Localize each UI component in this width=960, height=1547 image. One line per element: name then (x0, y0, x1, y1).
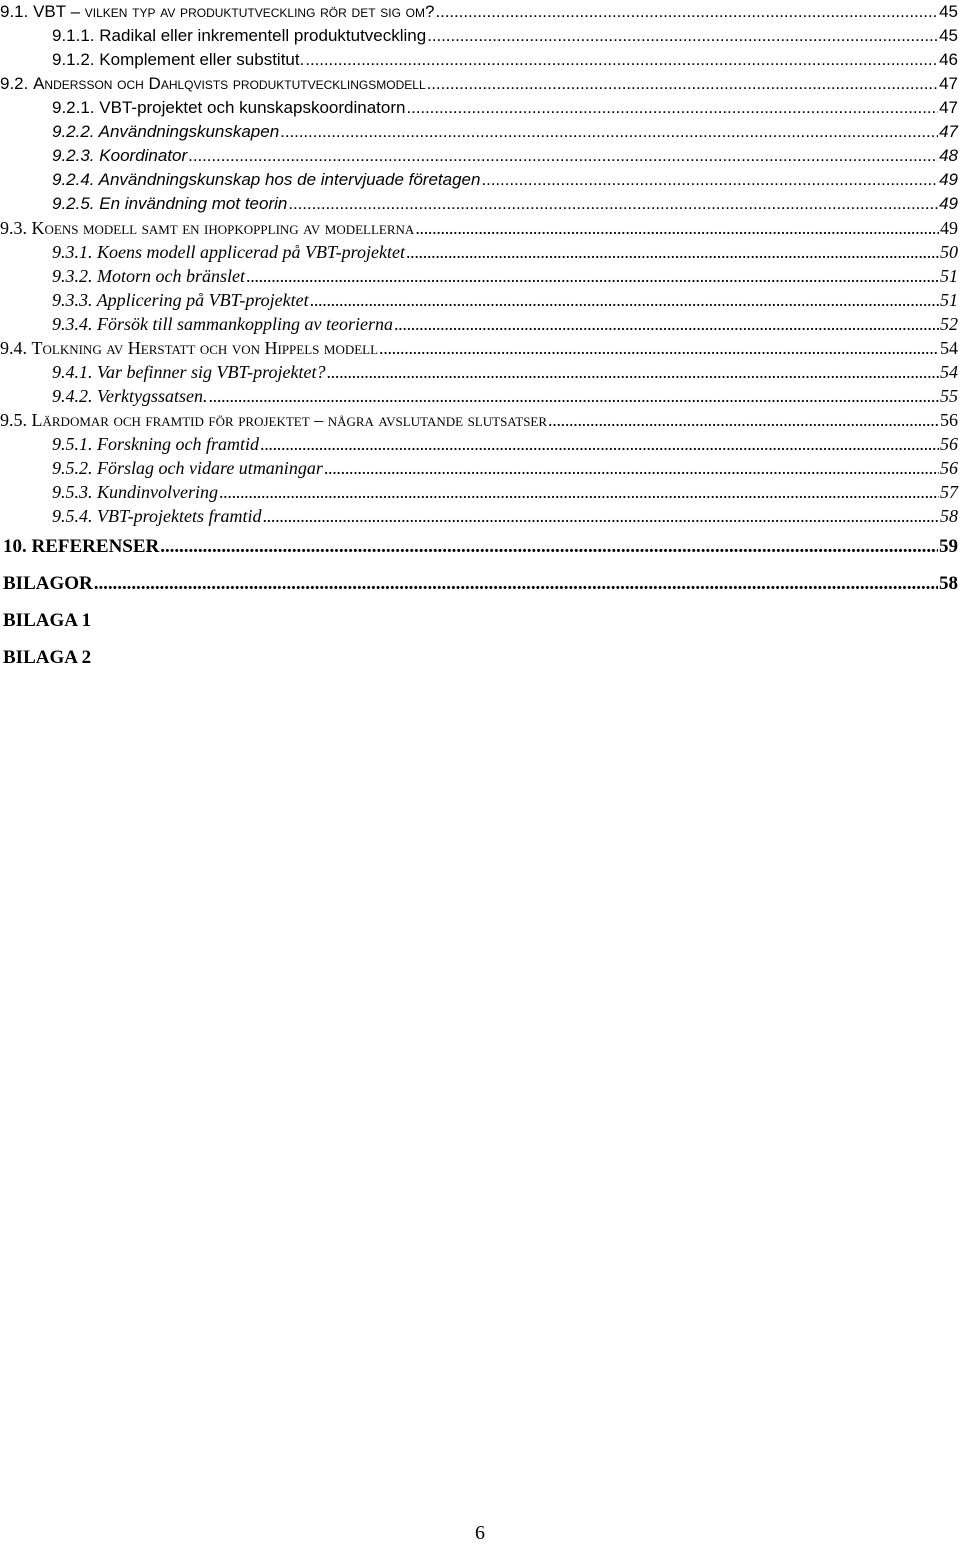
toc-entry-page: 56 (940, 458, 958, 478)
toc-entry-text (52, 456, 323, 480)
toc-entry-number: 9.5.2. (52, 458, 93, 478)
toc-entry[interactable] (0, 480, 960, 504)
toc-entry[interactable] (0, 240, 960, 264)
dot-leader (406, 96, 938, 120)
toc-entry-page: 52 (940, 314, 958, 334)
dot-leader (288, 192, 938, 216)
toc-entry-title: Motorn och bränslet (97, 266, 245, 286)
toc-entry-title: Koens modell samt en ihopkoppling av modellerna (31, 218, 415, 238)
toc-entry-text (52, 192, 287, 216)
toc-entry-number: 9.1.2. (52, 50, 95, 69)
toc-entry-page: 49 (939, 194, 958, 213)
toc-entry-title: BILAGOR (3, 573, 93, 594)
toc-entry-page: 58 (940, 506, 958, 526)
appendix-heading: BILAGA 1 (3, 610, 92, 631)
toc-entry-page: 56 (940, 410, 958, 430)
toc-entry[interactable] (0, 288, 960, 312)
toc-entry-page: 56 (940, 434, 958, 454)
dot-leader (188, 144, 938, 168)
toc-entry-title: Lärdomar och framtid för projektet – några avslutande slutsatser (31, 410, 548, 430)
dot-leader (427, 24, 938, 48)
toc-entry-number: 9.3.2. (52, 266, 93, 286)
toc-entry[interactable] (0, 144, 960, 168)
toc-entry-page: 47 (939, 74, 958, 93)
toc-entry-number: 9.5. (0, 410, 27, 430)
dot-leader (94, 565, 938, 602)
toc-entry-text (52, 168, 480, 192)
toc-entry[interactable] (0, 96, 960, 120)
toc-entry-text (0, 408, 547, 432)
toc-entry-number: 9.5.3. (52, 482, 93, 502)
toc-entry-title: Var befinner sig VBT-projektet? (97, 362, 326, 382)
toc-entry-title: Tolkning av Herstatt och von Hippels modell (31, 338, 379, 358)
toc-entry[interactable] (0, 72, 960, 96)
toc-entry-title: Radikal eller inkrementell produktutveckling (99, 26, 427, 45)
toc-entry-page: 45 (939, 2, 958, 21)
toc-entry-page: 50 (940, 242, 958, 262)
toc-entry-title: Kundinvolvering (97, 482, 218, 502)
toc-entry-text (52, 24, 426, 48)
toc-entry-text (0, 336, 378, 360)
dot-leader (415, 216, 939, 240)
dot-leader (481, 168, 938, 192)
toc-entry-text (0, 0, 434, 24)
toc-entry-number: 9.2. (0, 74, 29, 93)
toc-entry-text (52, 312, 393, 336)
dot-leader (406, 240, 939, 264)
toc-entry-title: Komplement eller substitut. (99, 50, 305, 69)
dot-leader (262, 504, 939, 528)
toc-entry-text (52, 240, 405, 264)
toc-entry-page: 59 (939, 536, 958, 557)
toc-entry-text (52, 504, 261, 528)
dot-leader (324, 456, 939, 480)
toc-entry-number: 9.3.4. (52, 314, 93, 334)
toc-entry-number: 9.2.3. (52, 146, 95, 165)
toc-entry[interactable] (0, 360, 960, 384)
toc-entry-page: 51 (940, 266, 958, 286)
toc-entry-number: 9.3. (0, 218, 27, 238)
toc-entry-number: 9.4.1. (52, 362, 93, 382)
toc-entry-title: Koens modell applicerad på VBT-projektet (97, 242, 405, 262)
toc-entry-title: VBT – vilken typ av produktutveckling rör det sig om? (33, 2, 435, 21)
toc-entry-page: 55 (940, 386, 958, 406)
toc-entry-text (52, 288, 309, 312)
toc-entry-title: Försök till sammankoppling av teorierna (97, 314, 393, 334)
toc-entry-page: 47 (939, 122, 958, 141)
dot-leader (246, 264, 939, 288)
dot-leader (208, 384, 939, 408)
toc-entry-text (0, 72, 426, 96)
toc-entry[interactable] (0, 504, 960, 528)
toc-entry-page: 49 (940, 218, 958, 238)
dot-leader (394, 312, 939, 336)
dot-leader (326, 360, 939, 384)
toc-entry[interactable] (0, 456, 960, 480)
dot-leader (435, 0, 938, 24)
toc-entry-page: 54 (940, 362, 958, 382)
toc-entry-title: Verktygssatsen. (97, 386, 208, 406)
toc-entry[interactable] (0, 384, 960, 408)
dot-leader (427, 72, 938, 96)
toc-entry[interactable] (0, 48, 960, 72)
toc-entry-number: 9.4. (0, 338, 27, 358)
toc-entry-text (52, 48, 304, 72)
dot-leader (280, 120, 938, 144)
toc-entry-text (52, 144, 187, 168)
table-of-contents (0, 0, 960, 676)
toc-entry-page: 45 (939, 26, 958, 45)
dot-leader (379, 336, 939, 360)
toc-entry-number: 9.4.2. (52, 386, 93, 406)
dot-leader (219, 480, 939, 504)
toc-entry-number: 9.1. (0, 2, 29, 21)
dot-leader (305, 48, 938, 72)
toc-entry-title: REFERENSER (31, 536, 160, 557)
toc-entry-text (52, 264, 245, 288)
toc-entry[interactable] (0, 264, 960, 288)
toc-entry-text (52, 384, 207, 408)
toc-entry-number: 9.1.1. (52, 26, 95, 45)
toc-entry-number: 9.2.2. (52, 122, 95, 141)
toc-entry[interactable] (0, 192, 960, 216)
toc-entry-title: En invändning mot teorin (99, 194, 288, 213)
toc-entry-number: 9.2.1. (52, 98, 95, 117)
dot-leader (160, 528, 938, 565)
toc-entry-number: 9.3.1. (52, 242, 93, 262)
toc-entry-page: 58 (939, 573, 958, 594)
dot-leader (260, 432, 939, 456)
toc-entry[interactable] (0, 312, 960, 336)
toc-entry-page: 46 (939, 50, 958, 69)
appendix-heading: BILAGA 2 (3, 647, 92, 668)
toc-entry-page: 47 (939, 98, 958, 117)
toc-entry-title: Koordinator (99, 146, 188, 165)
toc-entry[interactable] (0, 408, 960, 432)
toc-entry[interactable] (0, 24, 960, 48)
toc-entry-text (3, 528, 159, 565)
toc-entry-text (3, 565, 93, 602)
toc-entry[interactable] (0, 565, 960, 602)
toc-entry-title: Forskning och framtid (97, 434, 259, 454)
toc-entry-text (52, 120, 279, 144)
toc-entry-number: 9.2.4. (52, 170, 95, 189)
toc-entry-number: 9.5.1. (52, 434, 93, 454)
toc-entry-title: Applicering på VBT-projektet (96, 290, 309, 310)
toc-entry-text (52, 96, 405, 120)
toc-entry-page: 49 (939, 170, 958, 189)
toc-entry[interactable] (0, 336, 960, 360)
toc-entry[interactable] (0, 432, 960, 456)
toc-entry-text (52, 432, 259, 456)
toc-entry-number: 9.3.3. (52, 290, 93, 310)
toc-entry-number: 10. (3, 536, 27, 557)
toc-entry-text (0, 216, 414, 240)
toc-entry-page: 57 (940, 482, 958, 502)
toc-entry-title: Förslag och vidare utmaningar (97, 458, 323, 478)
toc-entry-title: VBT-projektet och kunskapskoordinatorn (99, 98, 406, 117)
toc-entry[interactable] (0, 120, 960, 144)
toc-entry-title: Användningskunskap hos de intervjuade företagen (98, 170, 481, 189)
toc-entry[interactable] (0, 216, 960, 240)
toc-entry-page: 54 (940, 338, 958, 358)
toc-entry-title: Andersson och Dahlqvists produktutvecklingsmodell (33, 74, 426, 93)
toc-entry-page: 51 (940, 290, 958, 310)
toc-entry-title: VBT-projektets framtid (97, 506, 262, 526)
page-number: 6 (475, 1522, 485, 1544)
toc-entry[interactable] (0, 528, 960, 565)
toc-entry-page: 48 (939, 146, 958, 165)
toc-entry-text (52, 360, 325, 384)
toc-entry-number: 9.2.5. (52, 194, 95, 213)
dot-leader (548, 408, 939, 432)
dot-leader (310, 288, 939, 312)
toc-entry-number: 9.5.4. (52, 506, 93, 526)
toc-entry-title: Användningskunskapen (98, 122, 280, 141)
toc-entry[interactable] (0, 0, 960, 24)
toc-entry-text (52, 480, 218, 504)
toc-entry[interactable] (0, 168, 960, 192)
